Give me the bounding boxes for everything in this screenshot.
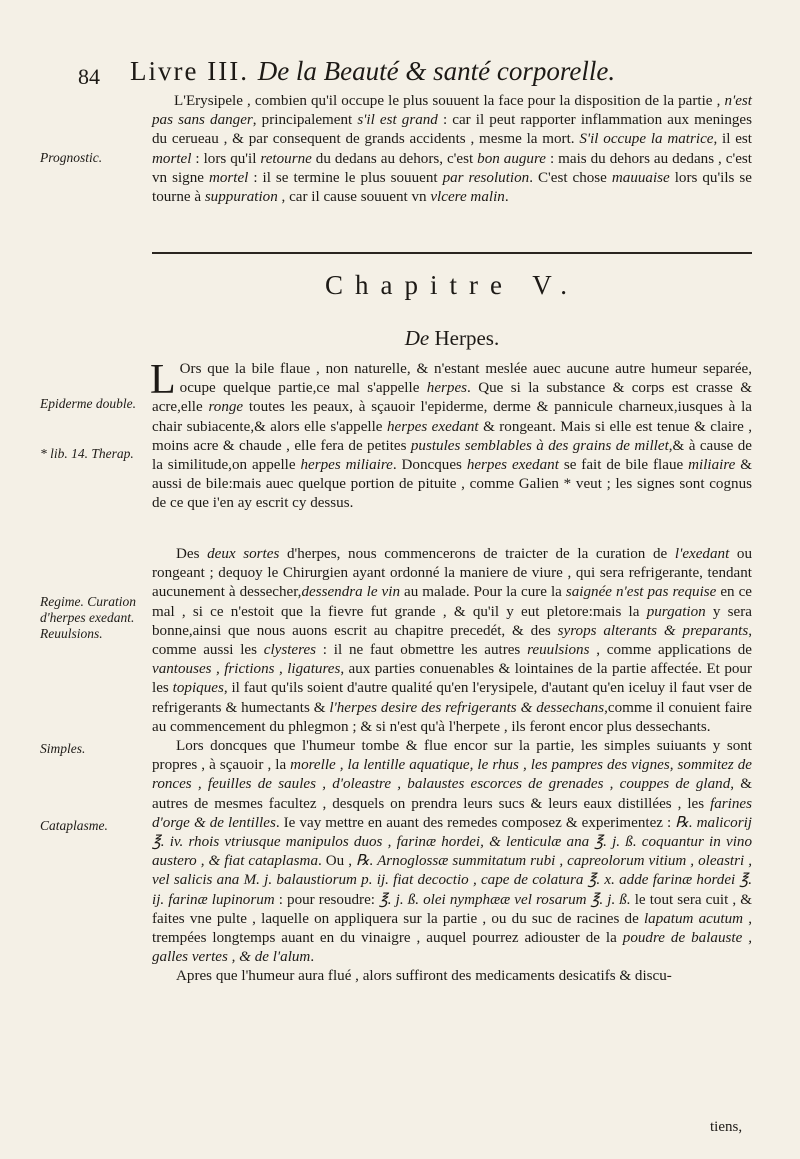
chapter-heading: Chapitre V. <box>324 270 579 300</box>
page-header <box>78 54 728 90</box>
drop-cap: L <box>150 357 176 403</box>
chapter-subtitle: De Herpes. <box>404 326 500 350</box>
catchword: tiens, <box>710 1119 743 1135</box>
running-title <box>130 56 615 87</box>
book-subtitle: De la Beauté & santé corporelle. <box>257 56 616 86</box>
margin-note-simples: Simples. <box>40 741 86 756</box>
margin-note-cataplasme: Cataplasme. <box>40 818 108 833</box>
margin-note-reference: * lib. 14. Therap. <box>40 446 134 461</box>
book-title: Livre III. <box>130 56 249 86</box>
section-divider <box>152 252 752 254</box>
paragraph-herpes-definition: L Ors que la bile flaue , non naturelle, & n'estant meslée auec aucune autre humeur separée, ocupe quelque partie,ce mal s'appelle herpes. Que si la substance & corps est crasse & acre,elle ronge toutes les peaux, à sçauoir l'epiderme, derme & pannicule charneux,iusques à la chair subiacente,& alors elle s'appelle herpes exedant & rongeant. Mais si elle est tenue & claire , moins acre & chaude , elle fera de petites pustules semblables à des grains de millet,& à cause de la similitude,on appelle herpes miliaire. Doncques herpes exedant se fait de bile flaue miliaire & aussi de bile:mais auec quelque portion de pituite , comme Galien * veut ; les signes sont cognus de ce que i'en ay escrit cy dessus. <box>150 357 753 512</box>
margin-note-prognostic: Prognostic. <box>40 150 103 165</box>
paragraph-curation: Des deux sortes d'herpes, nous commencerons de traicter de la curation de l'exedant ou rongeant ; dequoy le Chirurgien ayant ordonné la maniere de viure , qui sera refrigerante, tendant aucunement à dessecher,dessendra le vin au malade. Pour la cure la saignée n'est pas requise en ce mal , si ce n'estoit que la fievre fut grande , & qu'il y eut pletore:mais la purgation y sera bonne,ainsi que nous auons escrit au chapitre precedét, & des syrops alterants & preparants, comme aussi les clysteres : il ne faut obmettre les autres reuulsions , comme applications de vantouses , frictions , ligatures, aux parties conuenables & lointaines de la partie affectée. Et pour les topiques, il faut qu'ils soient d'autre qualité qu'en l'erysipele, d'autant qu'en iceluy il faut vser de refrigerants & humectants & l'herpes desire des refrigerants & dessechans,comme il conuient faire au commencement du phlegmon ; & si n'est qu'à l'herpete , ils feront encor plus dessechants. Lors doncques que l'humeur tombe & flue encor sur la partie, les simples suiuants y sont propres , à sçauoir , la morelle , la lentille aquatique, le rhus , les pampres des vignes, sommitez de ronces , feuilles de saules , d'oleastre , balaustes escorces de grenades , couppes de gland, & autres de mesmes facultez , desquels on prendra leurs sucs & leurs eaux distillées , les farines d'orge & de lentilles. Ie vay mettre en auant des remedes composez & experimentez : ℞. malicorij ℥. iv. rhois vtriusque manipulos duos , farinæ hordei, & lenticulæ ana ℥. j. ß. coquantur in vino austero , & fiat cataplasma. Ou , ℞. Arnoglossæ summitatum rubi , capreolorum vitium , oleastri , vel salicis ana M. j. balaustiorum p. ij. fiat decoctio , cape de colatura ℥. x. adde farinæ hordei ℥. ij. farinæ lupinorum : pour resoudre: ℥. j. ß. olei nymphææ vel rosarum ℥. j. ß. le tout sera cuit , & faites vne pulte , laquelle on appliquera sur la partie , ou du suc de racines de lapatum acutum , trempées longtemps auant en du vinaigre , auquel pourrez adiouster de la poudre de balauste , galles vertes , & de l'alum. Apres que l'humeur aura flué , alors suffiront des medicaments desicatifs & discu- <box>152 546 753 985</box>
margin-note-epiderme: Epiderme double. <box>40 396 136 411</box>
page-number: 84 <box>78 64 100 89</box>
paragraph-erysipele: L'Erysipele , combien qu'il occupe le plus souuent la face pour la disposition de la partie , n'est pas sans danger, principalement s'il est grand : car il peut rapporter inflammation aux meninges du cerueau , & par consequent de grands accidents , mesme la mort. S'il occupe la matrice, il est mortel : lors qu'il retourne du dedans au dehors, c'est bon augure : mais du dehors au dedans , c'est vn signe mortel : il se termine le plus souuent par resolution. C'est chose mauuaise lors qu'ils se tourne à suppuration , car il cause souuent vn vlcere malin. <box>152 93 752 206</box>
margin-note-regime: Regime. Curation d'herpes exedant. Reuulsions. <box>40 594 136 641</box>
